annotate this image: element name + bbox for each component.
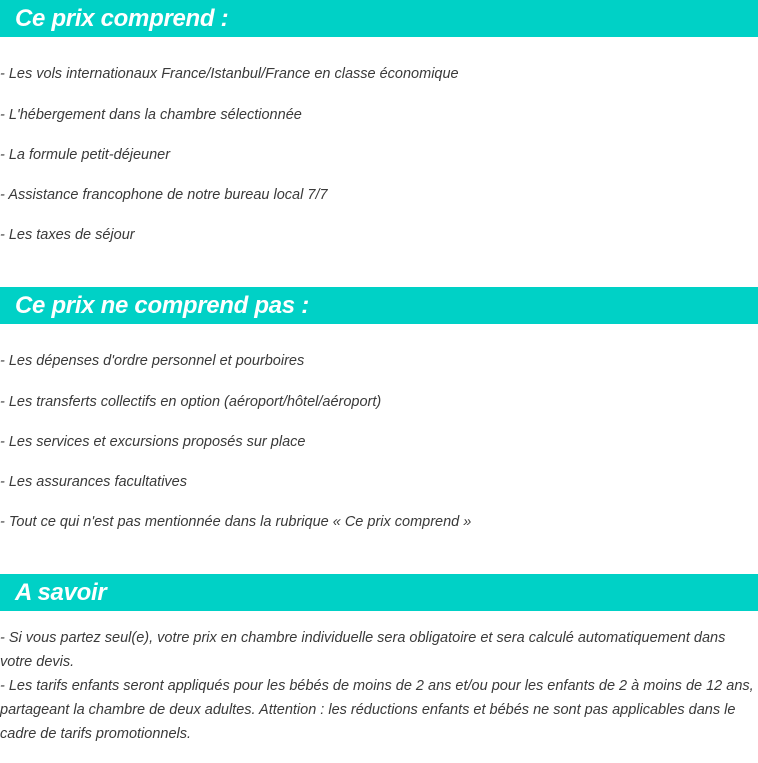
list-item: - Les transferts collectifs en option (aéroport/hôtel/aéroport)	[0, 394, 382, 410]
list-item: - Les vols internationaux France/Istanbul/France en classe économique	[0, 66, 459, 82]
excluded-title: Ce prix ne comprend pas :	[0, 287, 758, 324]
excluded-list	[0, 333, 758, 534]
list-item: - Les taxes de séjour	[0, 227, 135, 243]
list-item: - Assistance francophone de notre bureau local 7/7	[0, 187, 328, 203]
list-item: - Tout ce qui n'est pas mentionnée dans la rubrique « Ce prix comprend »	[0, 514, 472, 530]
included-section	[0, 0, 758, 247]
info-section	[0, 574, 758, 746]
list-item: - Les assurances facultatives	[0, 474, 187, 490]
list-item: - Les services et excursions proposés sur place	[0, 434, 306, 450]
info-paragraphs	[0, 611, 758, 746]
included-title: Ce prix comprend :	[0, 0, 758, 37]
list-item: - La formule petit-déjeuner	[0, 147, 171, 163]
info-paragraph: - Si vous partez seul(e), votre prix en chambre individuelle sera obligatoire et sera calculé automatiquement dans votre devis.	[0, 630, 726, 670]
included-list	[0, 46, 758, 247]
list-item: - Les dépenses d'ordre personnel et pourboires	[0, 353, 305, 369]
info-paragraph: - Les tarifs enfants seront appliqués pour les bébés de moins de 2 ans et/ou pour les enfants de 2 à moins de 12 ans, partageant la chambre de deux adultes. Attention : les réductions enfants et bébés ne sont pas applicables dans le cadre de tarifs promotionnels.	[0, 678, 754, 742]
excluded-section	[0, 287, 758, 534]
list-item: - L'hébergement dans la chambre sélectionnée	[0, 107, 302, 123]
info-title: A savoir	[0, 574, 758, 611]
